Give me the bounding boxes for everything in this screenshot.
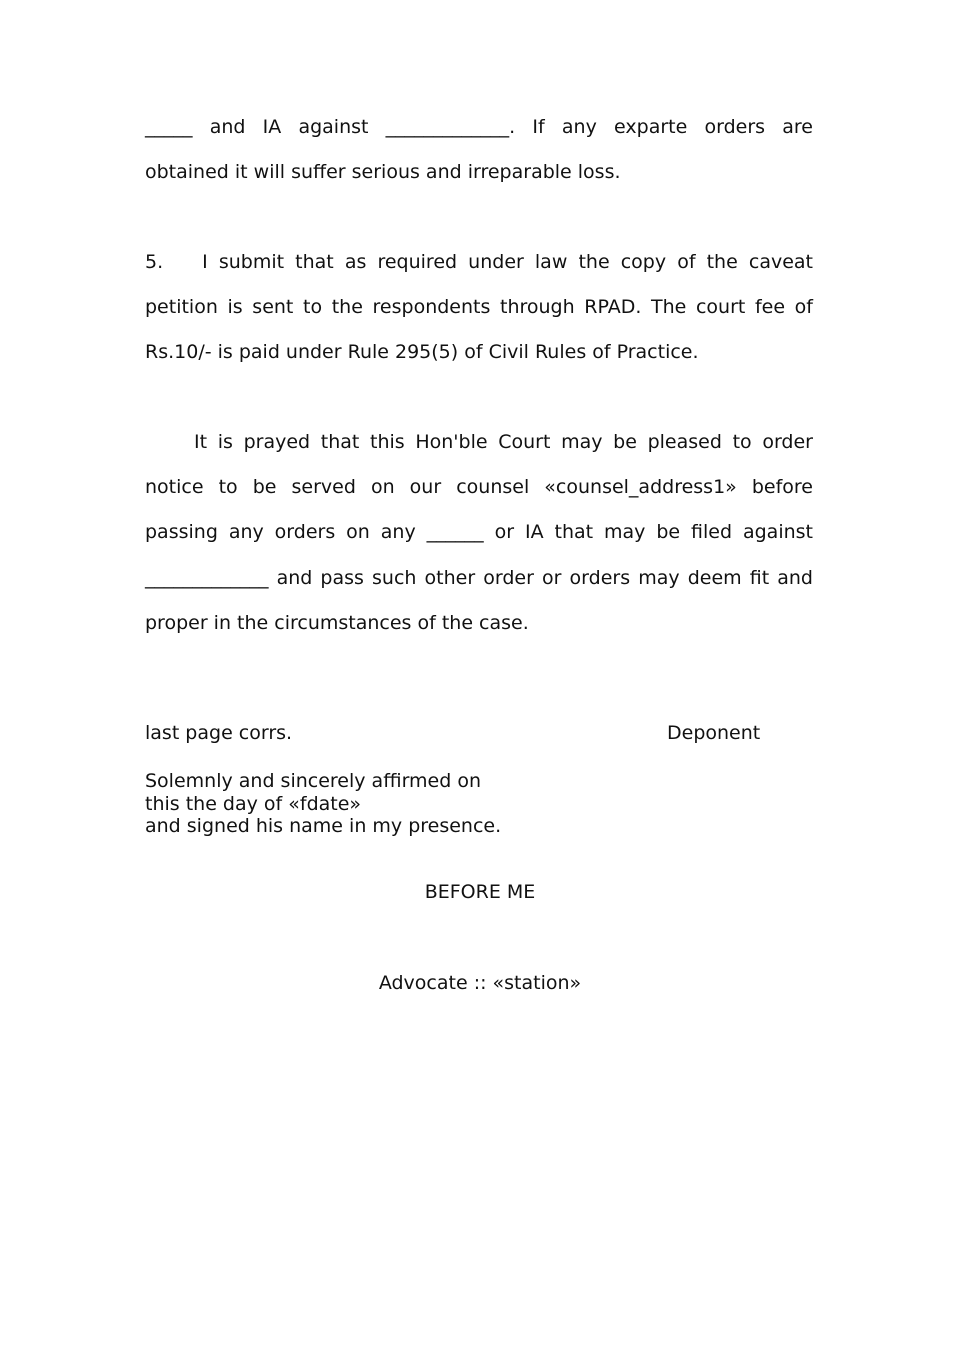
affirmation-line-3: and signed his name in my presence. <box>145 815 502 838</box>
prayer-line-5: proper in the circumstances of the case. <box>145 611 529 634</box>
paragraph-5 <box>145 240 813 376</box>
last-page-note: last page corrs. <box>145 722 293 744</box>
continuation-line-2: obtained it will suffer serious and irreparable loss. <box>145 161 621 184</box>
deponent-label: Deponent <box>667 722 761 744</box>
affirmation-line-2: this the day of «fdate» <box>145 792 362 815</box>
signature-row <box>145 722 813 750</box>
paragraph-5-line-2: petition is sent to the respondents through RPAD. The court fee of <box>145 296 813 319</box>
paragraph-5-line-3: Rs.10/- is paid under Rule 295(5) of Civil Rules of Practice. <box>145 341 699 364</box>
prayer-paragraph <box>145 420 813 646</box>
advocate-line: Advocate :: «station» <box>378 972 582 994</box>
prayer-line-4: _____________ and pass such other order or orders may deem fit and <box>145 566 813 589</box>
prayer-line-2: notice to be served on our counsel «counsel_address1» before <box>145 476 813 499</box>
affirmation-block <box>145 770 501 838</box>
paragraph-number: 5. <box>145 251 164 273</box>
affirmation-line-1: Solemnly and sincerely affirmed on <box>145 770 482 792</box>
paragraph-5-line-1 <box>145 240 813 285</box>
prayer-line-1 <box>145 420 813 465</box>
prayer-line-1-text: It is prayed that this Hon'ble Court may be pleased to order <box>194 431 813 453</box>
before-me-heading: BEFORE ME <box>424 881 536 903</box>
continuation-line-1: _____ and IA against _____________. If any exparte orders are <box>145 116 813 138</box>
prayer-line-3: passing any orders on any ______ or IA that may be filed against <box>145 521 813 544</box>
continuation-paragraph <box>145 105 813 195</box>
paragraph-5-line-1-text: I submit that as required under law the copy of the caveat <box>202 251 813 273</box>
